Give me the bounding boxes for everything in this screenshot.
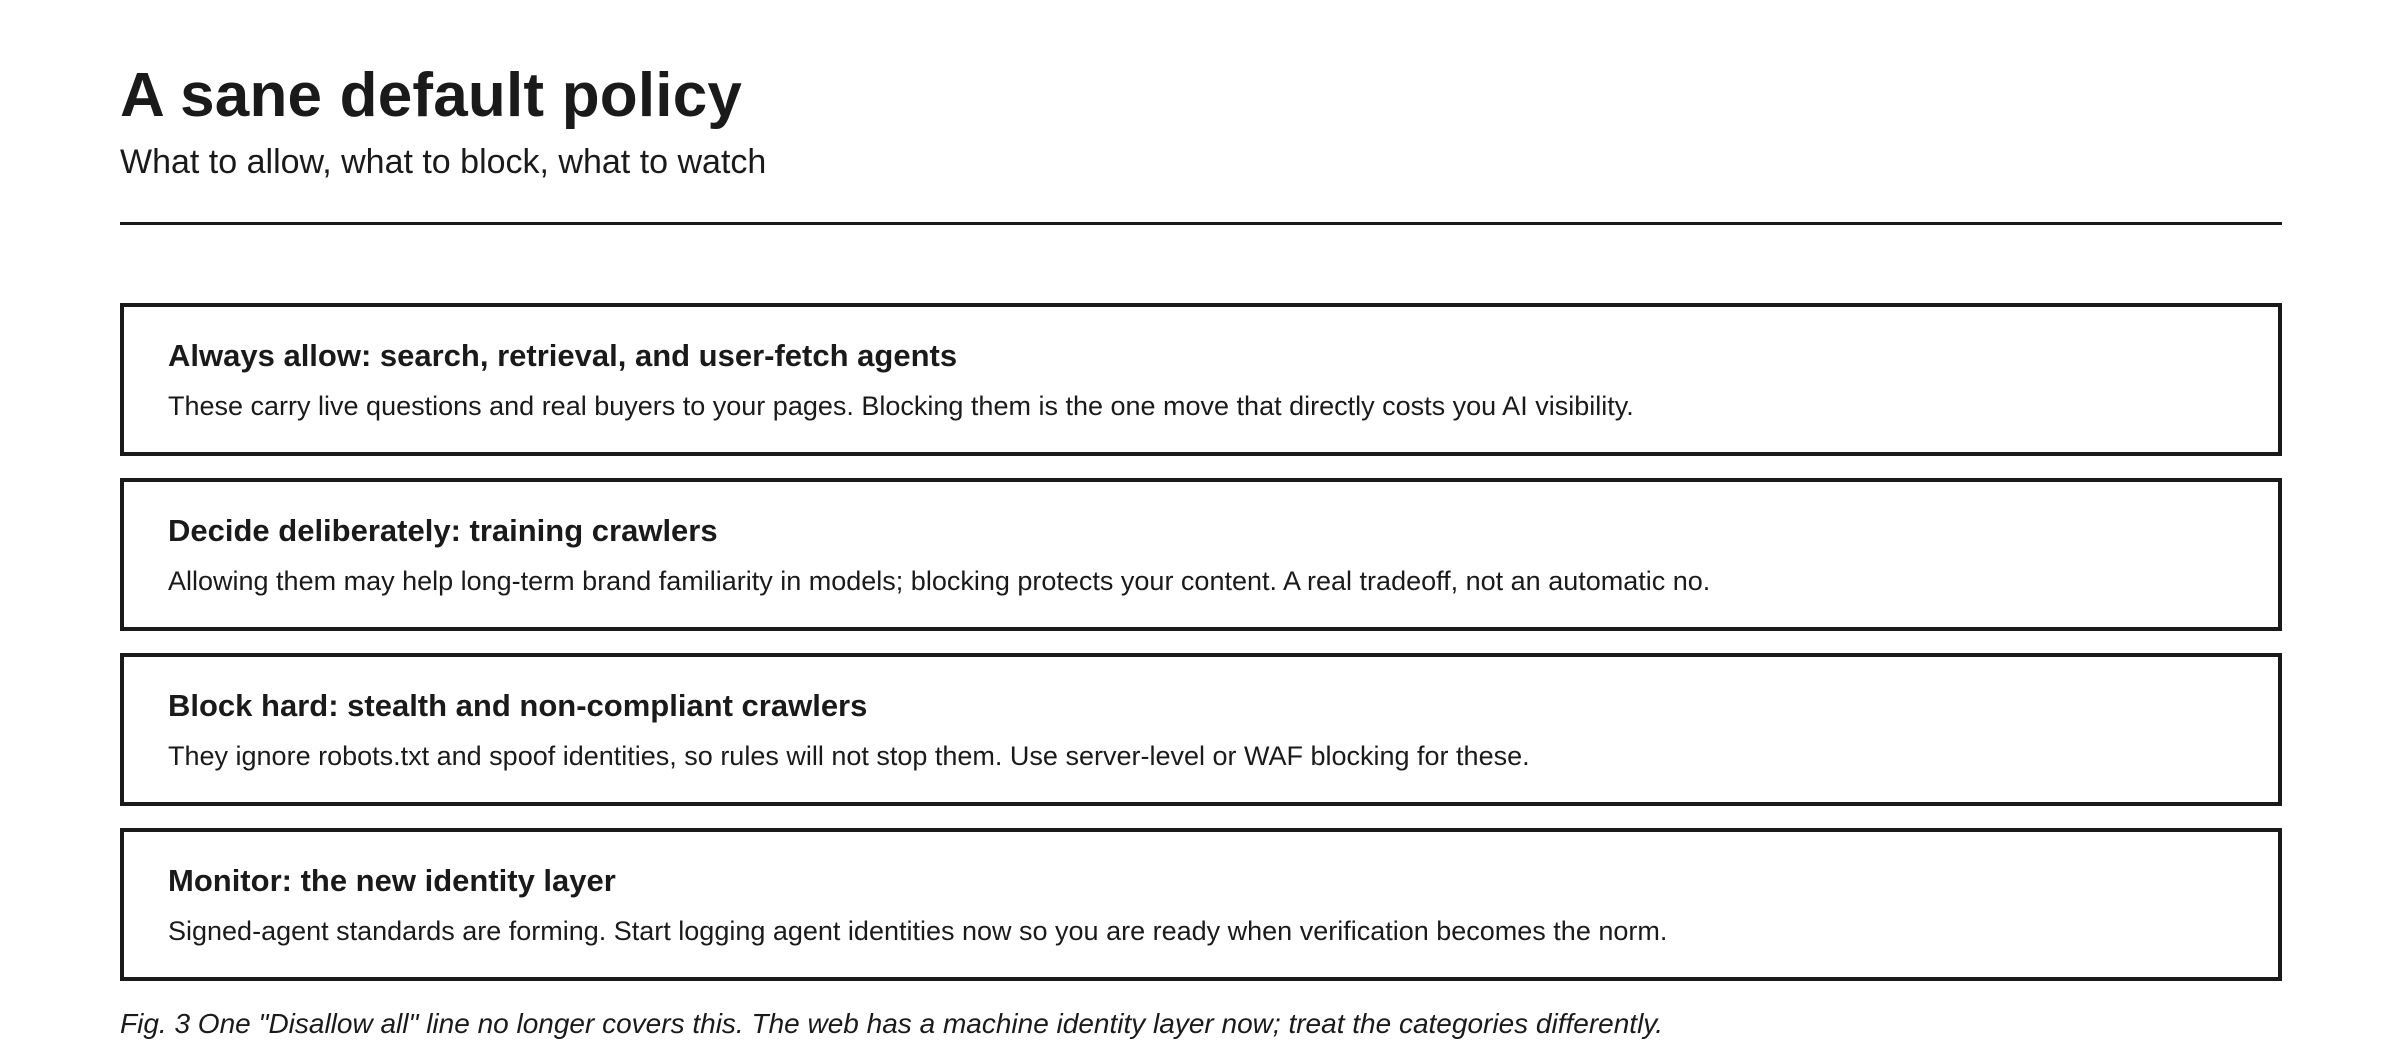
policy-card-monitor xyxy=(120,828,2282,981)
policy-card-title: Monitor: the new identity layer xyxy=(168,863,616,898)
policy-card-decide-deliberately xyxy=(120,478,2282,631)
policy-list xyxy=(120,303,2282,981)
policy-card-body: They ignore robots.txt and spoof identities, so rules will not stop them. Use server-level or WAF blocking for these. xyxy=(168,741,1530,771)
page-subtitle: What to allow, what to block, what to watch xyxy=(120,143,767,181)
policy-card-title: Decide deliberately: training crawlers xyxy=(168,513,718,548)
policy-card-always-allow xyxy=(120,303,2282,456)
figure-caption: Fig. 3 One "Disallow all" line no longer covers this. The web has a machine identity layer now; treat the categories differently. xyxy=(120,1008,1664,1039)
page-title: A sane default policy xyxy=(120,61,743,130)
policy-card-block-hard xyxy=(120,653,2282,806)
policy-card-body: Signed-agent standards are forming. Start logging agent identities now so you are ready when verification becomes the norm. xyxy=(168,916,1668,946)
policy-card-title: Always allow: search, retrieval, and user-fetch agents xyxy=(168,338,958,373)
policy-card-body: These carry live questions and real buyers to your pages. Blocking them is the one move that directly costs you AI visibility. xyxy=(168,391,1634,421)
policy-card-title: Block hard: stealth and non-compliant crawlers xyxy=(168,688,868,723)
header-divider xyxy=(120,222,2282,225)
policy-card-body: Allowing them may help long-term brand familiarity in models; blocking protects your content. A real tradeoff, not an automatic no. xyxy=(168,566,1711,596)
